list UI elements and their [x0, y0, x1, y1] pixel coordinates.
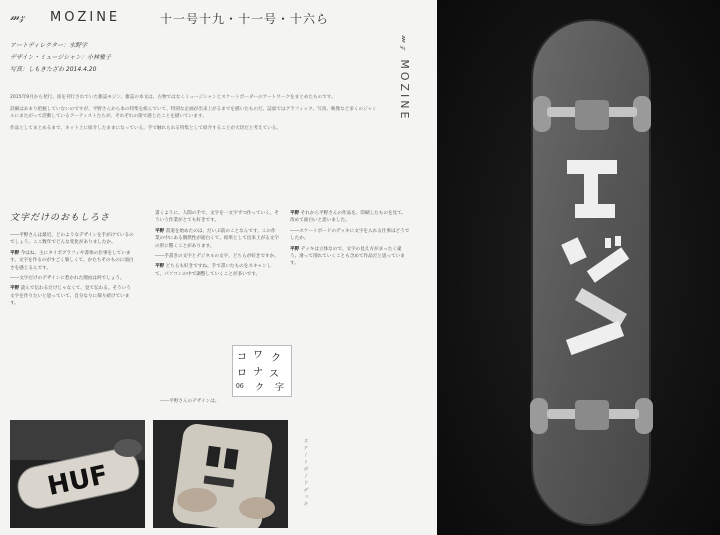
issue-title: 十一号十九・十一号・十六ら: [160, 12, 330, 26]
article-column-3: [290, 210, 410, 271]
paragraph-text: ――スケートボードのデッキに文字を入れる仕事はどうでしたか。: [290, 228, 410, 242]
page-header: [10, 8, 430, 28]
speaker-label: 平野: [10, 250, 20, 256]
letter-glyph: ス: [269, 369, 279, 380]
vertical-logo: 𝓂𝓏: [399, 35, 409, 53]
intro-paragraph: 2015年9月から発行。皿を刊行されていた雑誌モジン。雑誌の本文は、古物ではなくミュージシャンとスケートボーダーのアートワークをまとめたものです。: [10, 95, 336, 100]
column-paragraph: [10, 285, 135, 307]
huf-deck-photo: [10, 420, 145, 528]
article-column-2: [155, 210, 280, 281]
letter-sample-box: [232, 345, 292, 397]
paragraph-text: どちらも好きですね。手で書いたものをスキャンして、パソコンの中で調整していくことが多いです。: [155, 264, 272, 277]
deck-hands-photo: [153, 420, 288, 528]
vertical-title: [398, 35, 411, 121]
column-paragraph: [290, 228, 410, 243]
huf-logo-text: HUF: [45, 460, 111, 502]
credit-line: 写真：しもきたざわ 2014.4.20: [10, 66, 97, 73]
letter-glyph: ワ: [253, 350, 263, 361]
speaker-label: 平野: [155, 264, 165, 270]
intro-text: [10, 94, 380, 136]
paragraph-text: ――手書きの文字とデジタルの文字、どちらが好きですか。: [155, 254, 279, 260]
photo-caption: スケートボードデッキ: [302, 438, 308, 508]
speaker-label: 平野: [290, 246, 300, 252]
letter-glyph: ク: [271, 353, 281, 364]
deck-lettering: ト ジン: [589, 520, 593, 521]
paragraph-text: 読んで伝わるだけじゃなくて、見て伝わる。そういう文字を作りたいと思っていて、自分なりに探り続けています。: [10, 286, 131, 307]
letter-glyph: 字: [275, 383, 285, 393]
paragraph-text: 書道を始めたのは、だいぶ前のことなんです。この作業の中にある偶然性が面白くて、結果として出来上がる文字の形に驚くことがあります。: [155, 228, 279, 249]
huf-deck-illustration: [10, 420, 145, 528]
vertical-title-text: MOZINE: [398, 59, 411, 122]
skateboard-deck-photo: [437, 0, 720, 535]
column-paragraph: [155, 263, 280, 278]
paragraph-text: それから平野さんの作品を、印刷したものを見て、改めて面白いと思いました。: [290, 211, 407, 224]
right-page: [437, 0, 720, 535]
paragraph-text: デッキは立体なので、文字の見え方がまったく違う。滑って削れていくことも含めて作品だと思っています。: [290, 246, 405, 267]
credit-line: デザイン・ミュージシャン：小林雅子: [10, 54, 112, 61]
magazine-name: MOZINE: [50, 10, 121, 25]
intro-paragraph: 詳細はあまり把握していないのですが、平野さんから本の特集を組んでいて、特別な企画が出来上がるまでを描いたものだ。誌面ではグラフィック、写真、映像など多くのジャンルにまたがって活動しているアーティストたちが、それぞれの街で感じたことを描いています。: [10, 106, 377, 119]
column-paragraph: [10, 250, 135, 272]
credits-block: [10, 40, 111, 76]
column-paragraph: [10, 275, 135, 282]
letter-glyph: 06: [236, 383, 244, 390]
column-paragraph: [10, 232, 135, 247]
column-paragraph: [155, 228, 280, 250]
column-paragraph: [290, 246, 410, 268]
paragraph-text: 今はね、主にタイポグラフィや書体の仕事をしています。文字を作るのがすごく楽しくて、かたちそのものに面白さを感じるんです。: [10, 250, 134, 271]
column-paragraph: [290, 210, 410, 225]
article-caption: ――平野さんのデザインは。: [160, 399, 220, 404]
paragraph-text: ――平野さんは最近、どのようなデザインを手がけているのでしょう。ここ数年でどんな変化がありましたか。: [10, 233, 134, 246]
intro-paragraph: 作品としてまとめるまで、ネット上に紹介したままになっている。手で触れられる特集として紹介することが大切だと考えている。: [10, 125, 281, 131]
speaker-label: 平野: [290, 211, 300, 216]
letter-glyph: コ: [237, 352, 247, 363]
article-column-1: [10, 232, 135, 311]
paragraph-text: ――文字だけのデザインに惹かれた理由は何でしょう。: [10, 276, 125, 282]
letter-glyph: ロ: [237, 368, 247, 379]
deck-hands-illustration: [153, 420, 288, 528]
letter-glyph: ク: [255, 383, 265, 393]
credit-line: アートディレクター：水野学: [10, 42, 88, 49]
column-paragraph: [155, 253, 280, 260]
column-paragraph: [155, 210, 280, 225]
section-heading: 文字だけのおもしろさ: [10, 213, 111, 223]
logo-mark: 𝓂𝓏: [10, 10, 25, 23]
speaker-label: 平野: [10, 286, 20, 292]
speaker-label: 平野: [155, 228, 165, 234]
paragraph-text: 書くように、人間の手で、文字を一文字ずつ作っていく。そういう作業がとても好きです。: [155, 211, 279, 224]
letter-glyph: ナ: [253, 367, 263, 378]
